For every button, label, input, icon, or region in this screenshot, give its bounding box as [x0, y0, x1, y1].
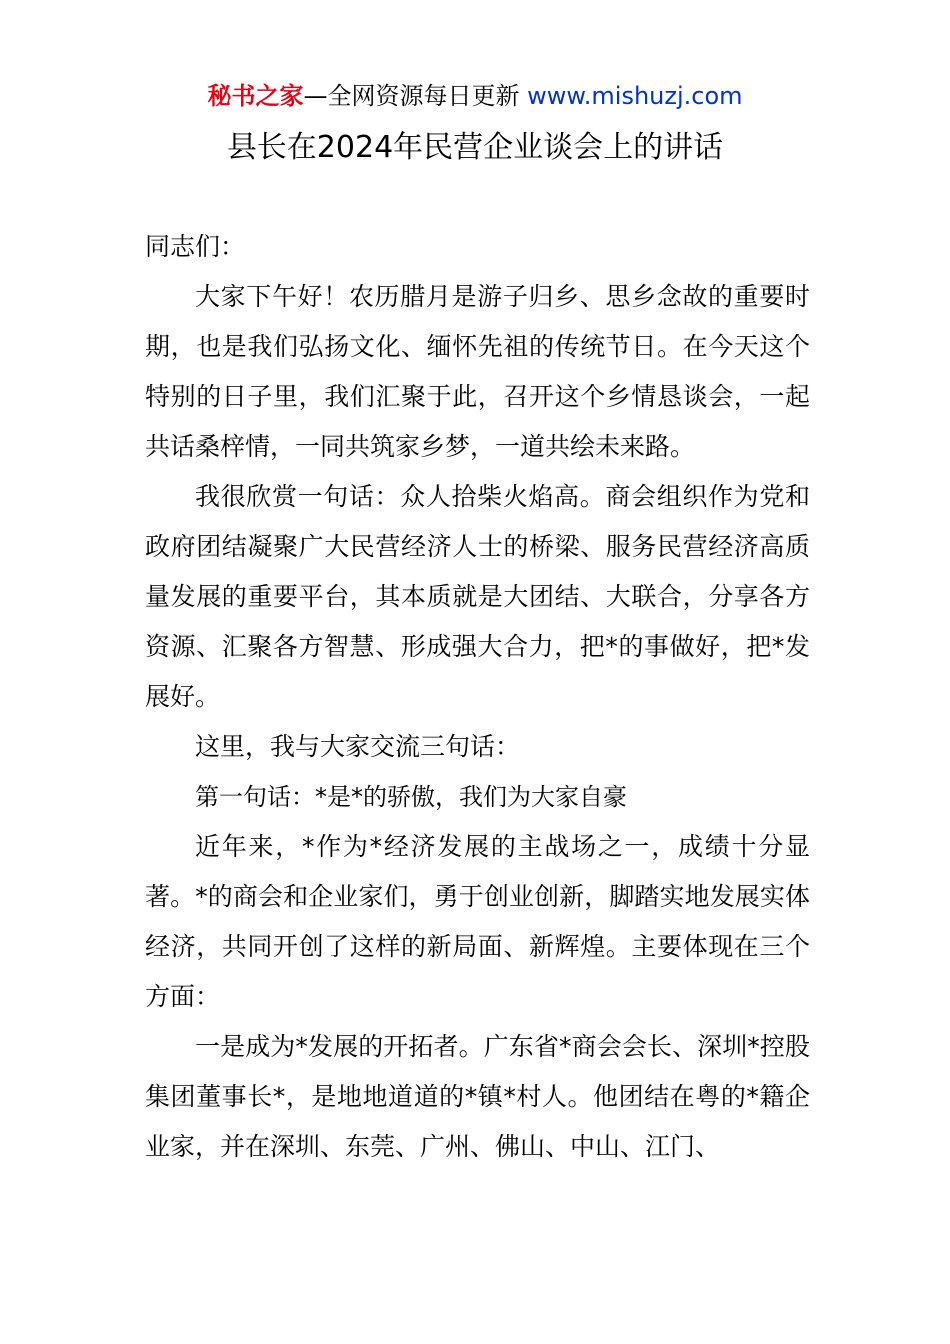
paragraph: 这里，我与大家交流三句话：	[195, 732, 521, 761]
salutation: 同志们：	[145, 232, 246, 261]
site-brand: 秘书之家	[207, 82, 304, 110]
paragraph: 我很欣赏一句话：众人拾柴火焰高。商会组织作为党和政府团结凝聚广大民营经济人士的桥梁、服务民营经济高质量发展的重要平台，其本质就是大团结、大联合，分享各方资源、汇聚各方智慧、形成强大合力，把*的事做好，把*发展好。	[145, 482, 810, 711]
site-tagline: —全网资源每日更新	[303, 82, 528, 110]
paragraph: 大家下午好！农历腊月是游子归乡、思乡念故的重要时期，也是我们弘扬文化、缅怀先祖的传统节日。在今天这个特别的日子里，我们汇聚于此，召开这个乡情恳谈会，一起共话桑梓情，一同共筑家乡梦，一道共绘未来路。	[145, 282, 810, 461]
document-body	[145, 222, 810, 1172]
site-header	[0, 80, 950, 112]
document-title: 县长在2024年民营企业谈会上的讲话	[226, 130, 724, 165]
paragraph: 近年来，*作为*经济发展的主战场之一，成绩十分显著。*的商会和企业家们，勇于创业创新，脚踏实地发展实体经济，共同开创了这样的新局面、新辉煌。主要体现在三个方面：	[145, 832, 810, 1011]
site-url-link[interactable]: www.mishuzj.com	[527, 82, 743, 110]
paragraph: 一是成为*发展的开拓者。广东省*商会会长、深圳*控股集团董事长*，是地地道道的*镇*村人。他团结在粤的*籍企业家，并在深圳、东莞、广州、佛山、中山、江门、	[145, 1032, 810, 1161]
section-heading: 第一句话：*是*的骄傲，我们为大家自豪	[195, 783, 627, 811]
